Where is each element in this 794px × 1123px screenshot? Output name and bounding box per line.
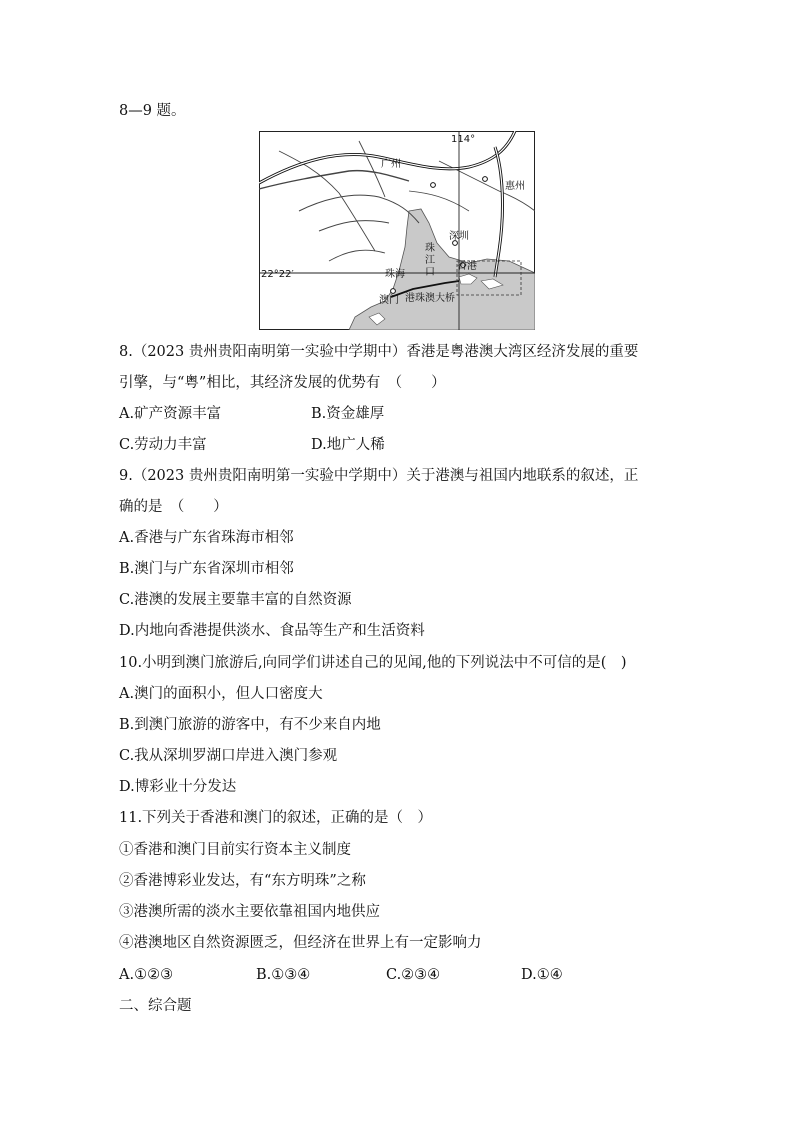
map-label-bridge: 港珠澳大桥 [405, 293, 455, 304]
q10-option-d[interactable]: D.博彩业十分发达 [119, 779, 237, 795]
q8-stem-line1: 8.（2023 贵州贵阳南明第一实验中学期中）香港是粤港澳大湾区经济发展的重要 [119, 344, 639, 360]
map-label-hongkong: 香港 [457, 261, 477, 272]
q11-option-d[interactable]: D.①④ [521, 967, 563, 983]
q11-option-c[interactable]: C.②③④ [386, 967, 441, 983]
q9-stem-line2: 确的是 （ ） [119, 499, 228, 515]
q10-option-c[interactable]: C.我从深圳罗湖口岸进入澳门参观 [119, 748, 338, 764]
map-label-huizhou: 惠州 [505, 181, 525, 192]
q11-statement-4: ④港澳地区自然资源匮乏，但经济在世界上有一定影响力 [119, 935, 482, 951]
q11-statement-2: ②香港博彩业发达，有“东方明珠”之称 [119, 873, 366, 889]
q9-option-d[interactable]: D.内地向香港提供淡水、食品等生产和生活资料 [119, 623, 425, 639]
map-label-zhuhai: 珠海 [385, 269, 405, 280]
q11-option-b[interactable]: B.①③④ [256, 967, 311, 983]
q11-option-a[interactable]: A.①②③ [119, 967, 174, 983]
q8-option-b[interactable]: B.资金雄厚 [311, 406, 385, 422]
q9-option-b[interactable]: B.澳门与广东省深圳市相邻 [119, 561, 294, 577]
section-2-heading: 二、综合题 [119, 998, 192, 1014]
map-label-guangzhou: 广州 [381, 159, 401, 170]
q8-option-d[interactable]: D.地广人稀 [311, 437, 385, 453]
q11-stem: 11.下列关于香港和澳门的叙述，正确的是（ ） [119, 810, 433, 826]
q10-option-b[interactable]: B.到澳门旅游的游客中，有不少来自内地 [119, 717, 381, 733]
map-label-zhujiang-1: 珠 [425, 243, 435, 254]
map-label-macao: 澳门 [379, 295, 399, 306]
q9-option-c[interactable]: C.港澳的发展主要靠丰富的自然资源 [119, 592, 352, 608]
q8-stem-line2: 引擎，与“粤”相比，其经济发展的优势有 （ ） [119, 375, 446, 391]
map-label-latitude: 22°22′ [261, 269, 294, 280]
q10-option-a[interactable]: A.澳门的面积小，但人口密度大 [119, 686, 323, 702]
intro-text: 8—9 题。 [119, 103, 186, 119]
map-label-longitude: 114° [451, 134, 476, 145]
q11-statement-3: ③港澳所需的淡水主要依靠祖国内地供应 [119, 904, 380, 920]
map-label-zhujiang-2: 江 [425, 255, 435, 266]
pearl-river-delta-map [259, 131, 535, 330]
q9-stem-line1: 9.（2023 贵州贵阳南明第一实验中学期中）关于港澳与祖国内地联系的叙述，正 [119, 468, 639, 484]
q9-option-a[interactable]: A.香港与广东省珠海市相邻 [119, 530, 294, 546]
q11-statement-1: ①香港和澳门目前实行资本主义制度 [119, 842, 351, 858]
q10-stem: 10.小明到澳门旅游后,向同学们讲述自己的见闻,他的下列说法中不可信的是( ) [119, 655, 627, 671]
map-label-shenzhen: 深圳 [449, 231, 469, 242]
q8-option-a[interactable]: A.矿产资源丰富 [119, 406, 222, 422]
q8-option-c[interactable]: C.劳动力丰富 [119, 437, 207, 453]
map-label-zhujiang-3: 口 [425, 267, 435, 278]
